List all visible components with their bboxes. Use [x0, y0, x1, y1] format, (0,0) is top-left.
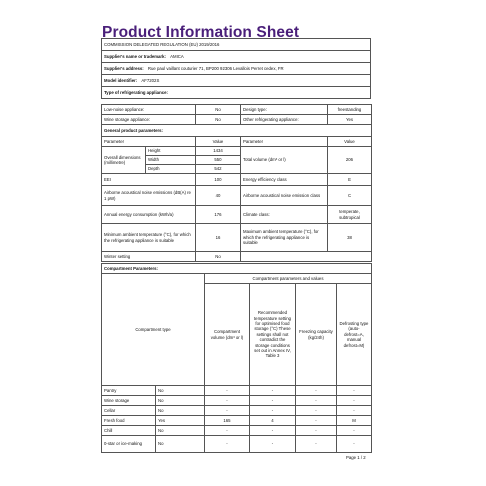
col-parameter-right: Parameter [241, 137, 328, 147]
compartment-volume: - [205, 426, 250, 436]
table-row [102, 436, 372, 453]
dimension-row [102, 147, 372, 156]
compartment-present: No [156, 436, 205, 453]
supplier-address-row [102, 63, 371, 75]
table-row [102, 406, 372, 416]
compartment-type: Fresh food [102, 416, 156, 426]
general-heading: General product parameters: [102, 125, 372, 137]
compartment-type: Wine storage [102, 396, 156, 406]
compartment-temp: - [250, 406, 296, 416]
winter-value: No [196, 252, 241, 262]
col-value-right: Value [328, 137, 372, 147]
compartment-present: No [156, 396, 205, 406]
supplier-name-label: Supplier's name or trademark: [104, 53, 166, 59]
compartment-freezing: - [296, 396, 337, 406]
regulation-row [102, 39, 371, 51]
table-row [102, 396, 372, 406]
total-volume-value: 206 [328, 147, 372, 174]
compartment-freezing: - [296, 416, 337, 426]
type-row [102, 105, 372, 115]
model-row [102, 75, 371, 87]
noise-value: 40 [196, 186, 241, 206]
general-header-row [102, 137, 372, 147]
model-label: Model identifier: [104, 77, 138, 83]
winter-label: Winter setting [102, 252, 196, 262]
other-appliance-label: Other refrigerating appliance: [241, 115, 328, 125]
compartment-defrost: - [337, 436, 372, 453]
overall-dimensions-label: Overall dimensions (millimetre) [102, 147, 146, 174]
compartment-type: Pantry [102, 386, 156, 396]
col-temp: Recommended temperature setting for optimised food storage (°C) These settings shall not contradict the storage conditions set out in Annex IV, Table 3 [250, 284, 296, 386]
max-temp-value: 38 [328, 224, 372, 252]
compartment-volume: 165 [205, 416, 250, 426]
compartment-heading-row [102, 264, 372, 274]
height-label: Height [146, 147, 196, 156]
wine-storage-label: Wine storage appliance: [102, 115, 196, 125]
compartment-temp: - [250, 426, 296, 436]
annual-energy-row [102, 206, 372, 224]
climate-class-label: Climate class: [241, 206, 328, 224]
compartment-type: Cellar [102, 406, 156, 416]
eei-row [102, 174, 372, 186]
compartment-volume: - [205, 436, 250, 453]
height-value: 1434 [196, 147, 241, 156]
compartment-temp: - [250, 396, 296, 406]
winter-row [102, 252, 372, 262]
supplier-name-row [102, 51, 371, 63]
compartment-present: No [156, 406, 205, 416]
compartment-temp: - [250, 436, 296, 453]
low-noise-value: No [196, 105, 241, 115]
compartment-temp: 4 [250, 416, 296, 426]
compartment-heading: Compartment Parameters: [102, 264, 372, 274]
supplier-address-value: Rue paul vaillant couturier 71, BP200 92306 Levallois Perret cedex, FR [147, 65, 284, 71]
table-row [102, 416, 372, 426]
page-number: Page 1 / 2 [346, 455, 366, 460]
wine-storage-value: No [196, 115, 241, 125]
type-heading-row [102, 87, 371, 99]
supplier-address-cell [102, 63, 371, 75]
compartment-present: No [156, 386, 205, 396]
min-temp-value: 16 [196, 224, 241, 252]
compartment-defrost: - [337, 426, 372, 436]
col-parameter-left: Parameter [102, 137, 196, 147]
eei-value: 100 [196, 174, 241, 186]
compartment-freezing: - [296, 426, 337, 436]
compartment-table [101, 263, 372, 453]
col-value-left: Value [196, 137, 241, 147]
depth-value: 542 [196, 165, 241, 174]
model-value: AF7202S [141, 77, 160, 83]
regulation-text: COMMISSION DELEGATED REGULATION (EU) 2019/2016 [102, 39, 371, 51]
width-value: 550 [196, 156, 241, 165]
other-appliance-value: Yes [328, 115, 372, 125]
col-defrost: Defrosting type (auto-defrost=A, manual defrost=M) [337, 284, 372, 386]
noise-label: Airborne acoustical noise emissions (dB(A) re 1 pW) [102, 186, 196, 206]
noise-row [102, 186, 372, 206]
noise-class-value: C [328, 186, 372, 206]
type-row [102, 115, 372, 125]
supplier-address-label: Supplier's address: [104, 65, 144, 71]
compartment-type: 0-star or ice-making [102, 436, 156, 453]
supplier-name-cell [102, 51, 371, 63]
compartment-volume: - [205, 396, 250, 406]
low-noise-label: Low-noise appliance: [102, 105, 196, 115]
compartment-defrost: - [337, 396, 372, 406]
compartment-freezing: - [296, 386, 337, 396]
winter-empty [241, 252, 372, 262]
supplier-table [101, 38, 371, 99]
energy-class-value: E [328, 174, 372, 186]
type-heading: Type of refrigerating appliance: [102, 87, 371, 99]
temperature-row [102, 224, 372, 252]
col-volume: Compartment volume (dm³ or l) [205, 284, 250, 386]
eei-label: EEI [102, 174, 196, 186]
table-row [102, 426, 372, 436]
noise-class-label: Airborne acoustical noise emission class [241, 186, 328, 206]
compartment-volume: - [205, 386, 250, 396]
type-table [101, 104, 372, 125]
compartment-volume: - [205, 406, 250, 416]
compartment-defrost: - [337, 386, 372, 396]
col-compartment-type: Compartment type [102, 274, 205, 386]
compartment-present: No [156, 426, 205, 436]
col-freezing: Freezing capacity (kg/24h) [296, 284, 337, 386]
general-heading-row [102, 125, 372, 137]
energy-class-label: Energy efficiency class [241, 174, 328, 186]
supplier-name-value: AMICA [170, 53, 184, 59]
compartment-defrost: - [337, 406, 372, 416]
compartment-type: Chill [102, 426, 156, 436]
width-label: Width [146, 156, 196, 165]
annual-energy-label: Annual energy consumption (kWh/a) [102, 206, 196, 224]
page-title: Product Information Sheet [102, 24, 300, 41]
total-volume-label: Total volume (dm³ or l) [241, 147, 328, 174]
general-parameters-table [101, 124, 372, 262]
model-cell [102, 75, 371, 87]
climate-class-value: temperate, subtropical [328, 206, 372, 224]
design-type-value: freestanding [328, 105, 372, 115]
annual-energy-value: 176 [196, 206, 241, 224]
compartment-params-row [102, 274, 372, 284]
table-row [102, 386, 372, 396]
compartment-freezing: - [296, 436, 337, 453]
depth-label: Depth [146, 165, 196, 174]
params-header: Compartment parameters and values [205, 274, 372, 284]
compartment-present: Yes [156, 416, 205, 426]
compartment-defrost: M [337, 416, 372, 426]
max-temp-label: Maximum ambient temperature (°C), for which the refrigerating appliance is suitable [241, 224, 328, 252]
min-temp-label: Minimum ambient temperature (°C), for which the refrigerating appliance is suitable [102, 224, 196, 252]
compartment-temp: - [250, 386, 296, 396]
design-type-label: Design type: [241, 105, 328, 115]
compartment-freezing: - [296, 406, 337, 416]
